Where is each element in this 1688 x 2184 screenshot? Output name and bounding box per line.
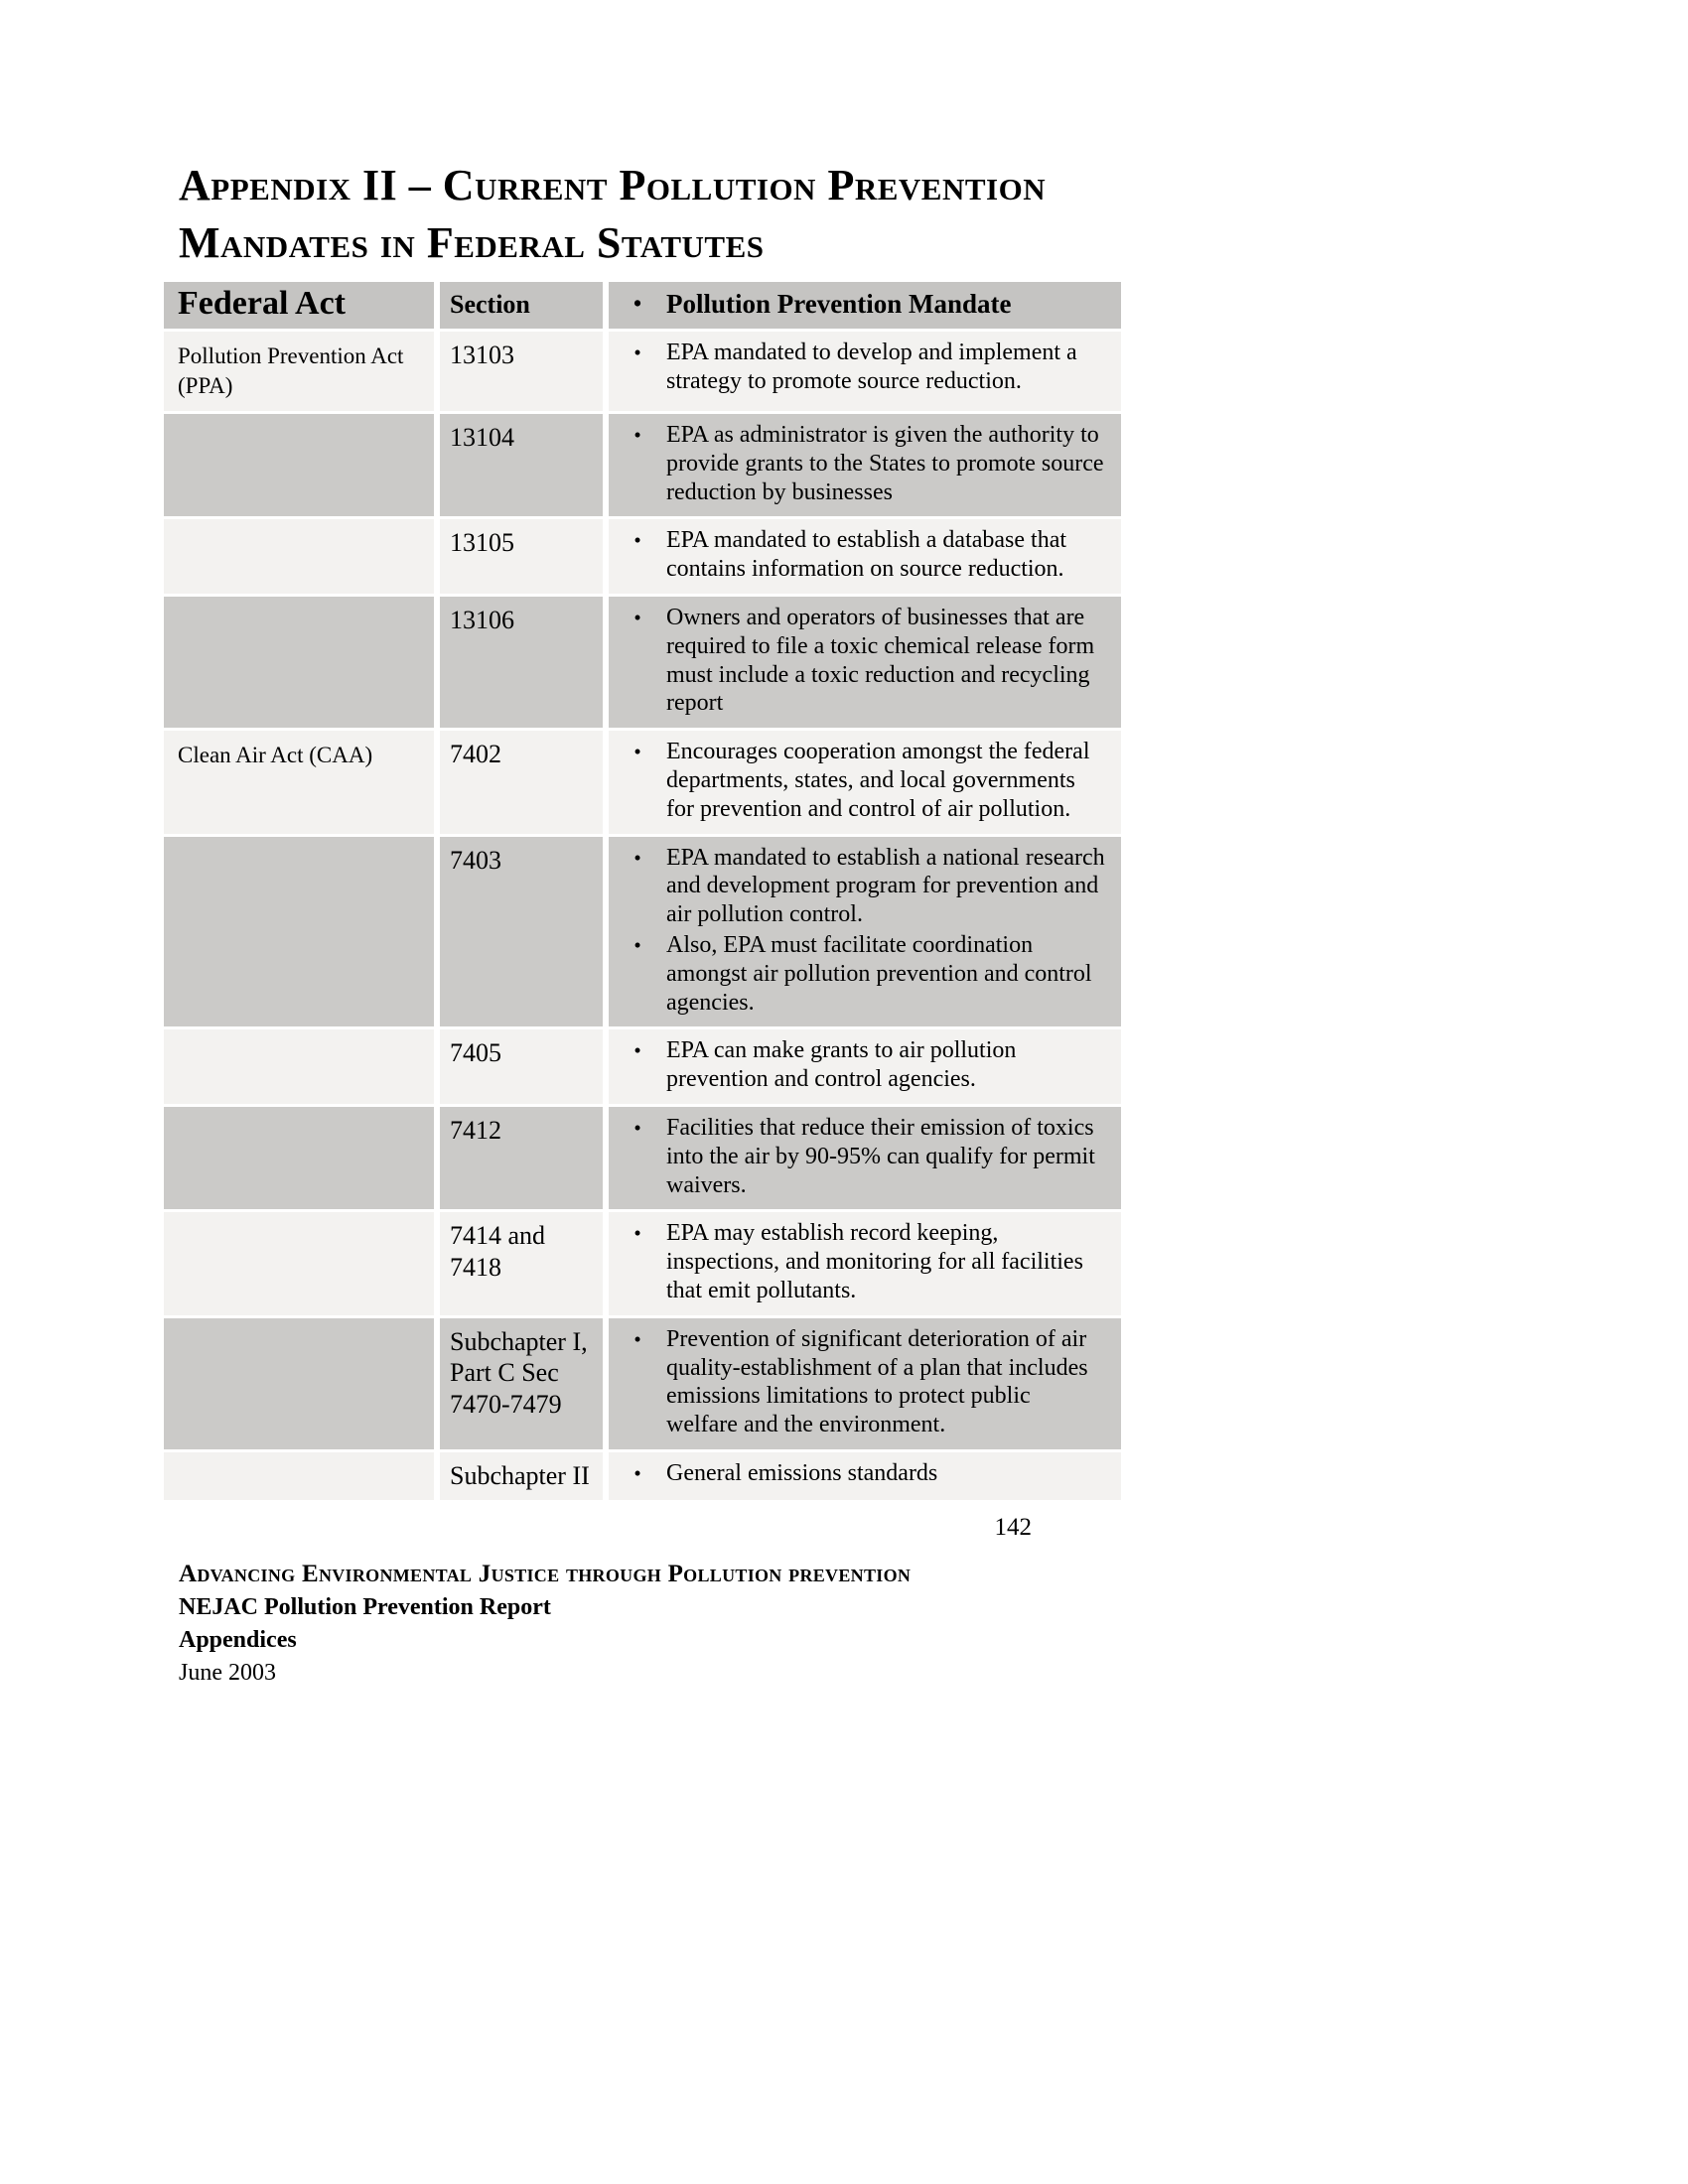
mandate-cell bbox=[609, 597, 1121, 728]
act-cell bbox=[164, 414, 434, 516]
mandate-cell bbox=[609, 837, 1121, 1027]
mandate-bullet bbox=[609, 1114, 1115, 1199]
bullet-icon: • bbox=[633, 932, 641, 957]
bullet-icon: • bbox=[633, 528, 641, 553]
act-cell: Clean Air Act (CAA) bbox=[164, 731, 434, 833]
mandate-text: EPA mandated to establish a national research and development program for prevention and air pollution control. bbox=[666, 844, 1105, 928]
mandate-bullet bbox=[609, 526, 1115, 584]
section-cell: 13103 bbox=[440, 332, 603, 411]
mandate-bullet bbox=[609, 604, 1115, 718]
statute-table bbox=[164, 282, 1121, 1500]
bullet-icon: • bbox=[633, 291, 642, 317]
bullet-icon: • bbox=[633, 740, 641, 764]
act-cell bbox=[164, 1318, 434, 1449]
mandate-cell bbox=[609, 1212, 1121, 1314]
bullet-icon: • bbox=[633, 845, 641, 870]
mandate-text: EPA mandated to establish a database that contains information on source reduction. bbox=[666, 527, 1067, 583]
section-cell: Subchapter II bbox=[440, 1452, 603, 1500]
header-mandate-bullet bbox=[609, 288, 1115, 320]
section-cell: 7414 and 7418 bbox=[440, 1212, 603, 1314]
act-cell bbox=[164, 1212, 434, 1314]
mandate-bullet bbox=[609, 931, 1115, 1017]
section-cell: 7412 bbox=[440, 1107, 603, 1209]
mandate-bullet bbox=[609, 1325, 1115, 1439]
mandate-text: General emissions standards bbox=[666, 1459, 938, 1486]
mandate-bullet bbox=[609, 421, 1115, 506]
mandate-text: Facilities that reduce their emission of toxics into the air by 90-95% can qualify for permit waivers. bbox=[666, 1114, 1095, 1198]
mandate-bullet bbox=[609, 1036, 1115, 1094]
mandate-text: Also, EPA must facilitate coordination amongst air pollution prevention and control agencies. bbox=[666, 931, 1092, 1016]
act-cell: Pollution Prevention Act (PPA) bbox=[164, 332, 434, 411]
header-cell-section: Section bbox=[440, 282, 603, 329]
mandate-cell bbox=[609, 1029, 1121, 1104]
page-footer bbox=[179, 1558, 1121, 1691]
bullet-icon: • bbox=[633, 606, 641, 630]
mandate-bullet bbox=[609, 738, 1115, 823]
bullet-icon: • bbox=[633, 1038, 641, 1063]
mandate-bullet bbox=[609, 339, 1115, 396]
mandate-cell bbox=[609, 731, 1121, 833]
bullet-icon: • bbox=[633, 1460, 641, 1485]
footer-report-title: Advancing Environmental Justice through Pollution prevention bbox=[179, 1560, 912, 1587]
footer-section-label: Appendices bbox=[179, 1627, 297, 1654]
bullet-icon: • bbox=[633, 1221, 641, 1246]
act-cell bbox=[164, 597, 434, 728]
mandate-cell bbox=[609, 1452, 1121, 1500]
footer-report-subtitle: NEJAC Pollution Prevention Report bbox=[179, 1594, 551, 1621]
section-cell: Subchapter I, Part C Sec 7470-7479 bbox=[440, 1318, 603, 1449]
mandate-cell bbox=[609, 414, 1121, 516]
mandate-bullet bbox=[609, 1219, 1115, 1304]
act-cell bbox=[164, 1452, 434, 1500]
section-cell: 13104 bbox=[440, 414, 603, 516]
mandate-text: Prevention of significant deterioration of air quality-establishment of a plan that includes emissions limitations to protect public welfare and the environment. bbox=[666, 1325, 1088, 1438]
section-cell: 7402 bbox=[440, 731, 603, 833]
bullet-icon: • bbox=[633, 341, 641, 365]
section-cell: 7403 bbox=[440, 837, 603, 1027]
bullet-icon: • bbox=[633, 1326, 641, 1351]
section-cell: 13105 bbox=[440, 519, 603, 594]
section-cell: 13106 bbox=[440, 597, 603, 728]
mandate-cell bbox=[609, 1318, 1121, 1449]
act-cell bbox=[164, 519, 434, 594]
mandate-cell bbox=[609, 332, 1121, 411]
mandate-cell bbox=[609, 1107, 1121, 1209]
act-cell bbox=[164, 837, 434, 1027]
bullet-icon: • bbox=[633, 1115, 641, 1140]
mandate-bullet bbox=[609, 844, 1115, 929]
footer-date: June 2003 bbox=[179, 1660, 276, 1687]
header-cell-federal-act: Federal Act bbox=[164, 282, 434, 329]
section-cell: 7405 bbox=[440, 1029, 603, 1104]
mandate-text: Encourages cooperation amongst the federal departments, states, and local governments for prevention and control of air pollution. bbox=[666, 739, 1090, 822]
bullet-icon: • bbox=[633, 423, 641, 448]
page-number: 142 bbox=[994, 1513, 1032, 1541]
mandate-text: EPA can make grants to air pollution prevention and control agencies. bbox=[666, 1037, 1017, 1093]
mandate-text: EPA may establish record keeping, inspections, and monitoring for all facilities that emit pollutants. bbox=[666, 1220, 1083, 1303]
mandate-text: EPA mandated to develop and implement a strategy to promote source reduction. bbox=[666, 340, 1077, 395]
mandate-cell bbox=[609, 519, 1121, 594]
page-title: Appendix II – Current Pollution Prevention Mandates in Federal Statutes bbox=[179, 161, 1047, 268]
header-cell-mandate bbox=[609, 282, 1121, 329]
header-mandate-label: Pollution Prevention Mandate bbox=[666, 289, 1012, 320]
act-cell bbox=[164, 1029, 434, 1104]
mandate-text: Owners and operators of businesses that are required to file a toxic chemical release form must include a toxic reduction and recycling report bbox=[666, 605, 1095, 717]
mandate-bullet bbox=[609, 1459, 1115, 1488]
page-content bbox=[164, 157, 1121, 1690]
act-cell bbox=[164, 1107, 434, 1209]
mandate-text: EPA as administrator is given the authority to provide grants to the States to promote source reduction by businesses bbox=[666, 422, 1104, 505]
